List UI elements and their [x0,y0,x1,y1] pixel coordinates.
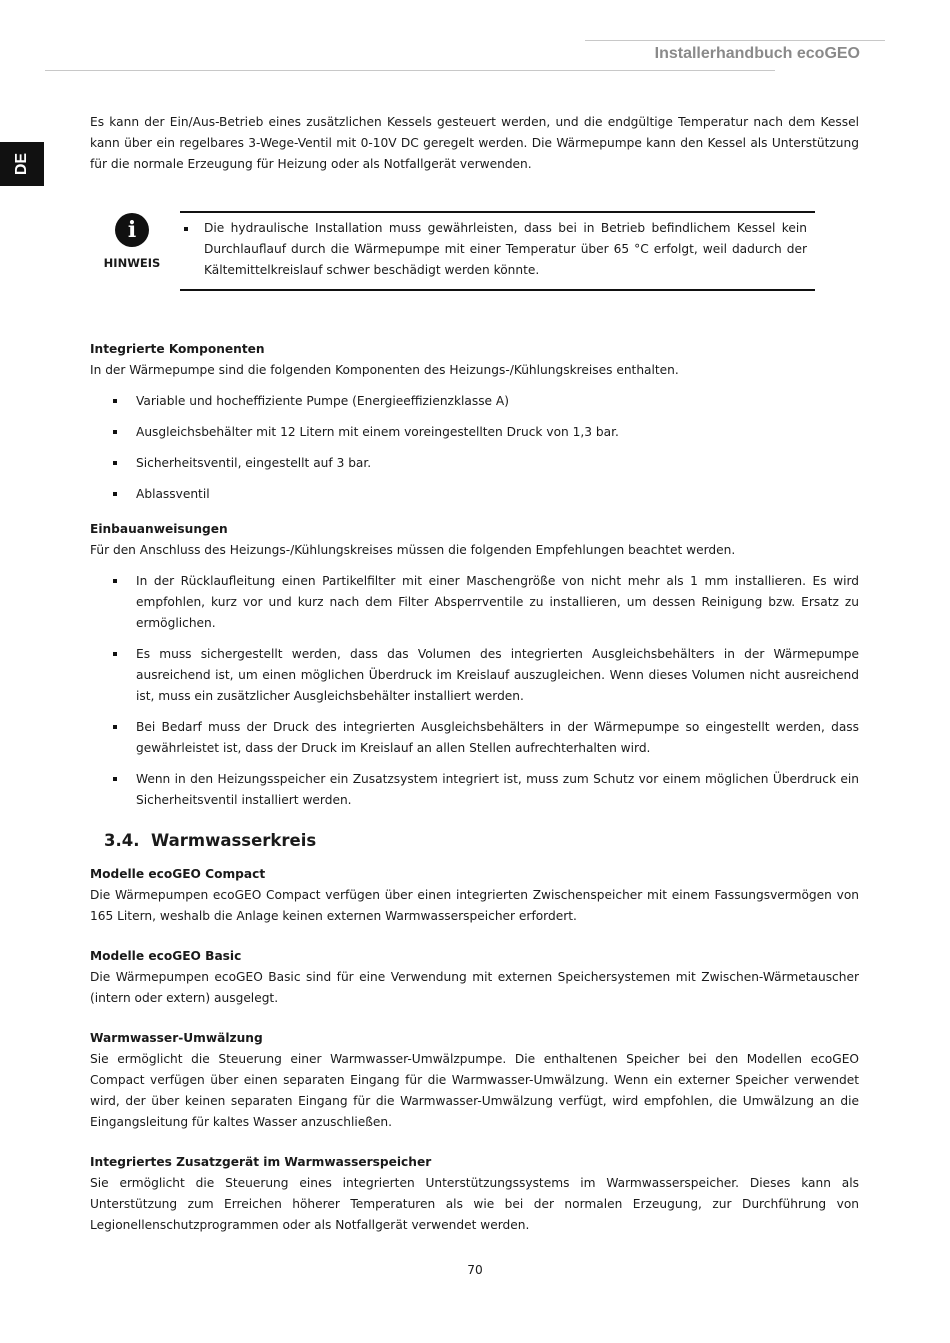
list-item: Wenn in den Heizungsspeicher ein Zusatzsystem integriert ist, muss zum Schutz vor einem möglichen Überdruck ein Sicherheitsventil installiert werden. [90,769,859,811]
circulation-heading: Warmwasser-Umwälzung [90,1031,263,1045]
page-number: 70 [467,1263,483,1277]
integrated-components-heading: Integrierte Komponenten [90,342,265,356]
page-header-title: Installerhandbuch ecoGEO [654,45,860,62]
notice-label: HINWEIS [103,256,161,270]
basic-heading: Modelle ecoGEO Basic [90,949,242,963]
list-item: Ablassventil [90,484,859,505]
section-number: 3.4. [104,831,140,850]
compact-heading: Modelle ecoGEO Compact [90,867,266,881]
installation-text: Für den Anschluss des Heizungs-/Kühlungskreises müssen die folgenden Empfehlungen beachtet werden. [90,543,736,557]
language-tab [0,142,44,186]
integrated-components-text: In der Wärmepumpe sind die folgenden Komponenten des Heizungs-/Kühlungskreises enthalten. [90,363,679,377]
list-item: Ausgleichsbehälter mit 12 Litern mit einem voreingestellten Druck von 1,3 bar. [90,422,859,443]
auxiliary-heading: Integriertes Zusatzgerät im Warmwasserspeicher [90,1155,432,1169]
list-item: Bei Bedarf muss der Druck des integrierten Ausgleichsbehälters in der Wärmepumpe so eingestellt werden, dass gewährleistet ist, dass der Druck im Kreislauf an allen Stellen aufrechterhalten wird. [90,717,859,759]
header-rule-bottom [45,70,775,71]
page-content [90,112,859,1236]
list-item: Es muss sichergestellt werden, dass das Volumen des integrierten Ausgleichsbehälters in der Wärmepumpe ausreichend ist, um einen möglichen Überdruck im Kreislauf auszugleichen. Wenn dieses Volumen nicht ausreichend ist, muss ein zusätzlicher Ausgleichsbehälter installiert werden. [90,644,859,707]
notice-box [180,211,815,291]
list-item: Variable und hocheffiziente Pumpe (Energieeffizienzklasse A) [90,391,859,412]
list-item: In der Rücklaufleitung einen Partikelfilter mit einer Maschengröße von nicht mehr als 1 mm installieren. Es wird empfohlen, kurz vor und kurz nach dem Filter Absperrventile zu installieren, um dessen Reinigung bzw. Ersatz zu ermöglichen. [90,571,859,634]
section-title: Warmwasserkreis [151,831,317,850]
header-rule-top [585,40,885,41]
installation-heading: Einbauanweisungen [90,522,228,536]
notice-text: Die hydraulische Installation muss gewährleisten, dass bei in Betrieb befindlichem Kessel kein Durchlauflauf durch die Wärmepumpe mit einer Temperatur über 65 °C erfolgt, weil dadurch der Kältemittelkreislauf schwer beschädigt werden könnte. [180,218,807,281]
info-icon: i [115,213,149,247]
basic-text: Die Wärmepumpen ecoGEO Basic sind für eine Verwendung mit externen Speichersystemen mit Zwischen-Wärmetauscher (intern oder extern) ausgelegt. [90,970,859,1005]
compact-text: Die Wärmepumpen ecoGEO Compact verfügen über einen integrierten Zwischenspeicher mit einem Fassungsvermögen von 165 Litern, weshalb die Anlage keinen externen Warmwasserspeicher erfordert. [90,888,859,923]
integrated-components-list [90,391,859,505]
list-item: Sicherheitsventil, eingestellt auf 3 bar. [90,453,859,474]
intro-paragraph: Es kann der Ein/Aus-Betrieb eines zusätzlichen Kessels gesteuert werden, und die endgültige Temperatur nach dem Kessel kann über ein regelbares 3-Wege-Ventil mit 0-10V DC geregelt werden. Die Wärmepumpe kann den Kessel als Unterstützung für die normale Erzeugung für Heizung oder als Notfallgerät verwenden. [90,115,859,171]
section-heading [104,831,859,850]
installation-list [90,571,859,811]
circulation-text: Sie ermöglicht die Steuerung einer Warmwasser-Umwälzpumpe. Die enthaltenen Speicher bei den Modellen ecoGEO Compact verfügen über einen separaten Eingang für die Warmwasser-Umwälzung. Wenn ein externer Speicher verwendet wird, der über keinen separaten Eingang für die Warmwasser-Umwälzung verfügt, wird empfohlen, die Umwälzung an die Eingangsleitung für kaltes Wasser anzuschließen. [90,1052,859,1129]
language-tab-label: DE [13,152,30,176]
notice-block [90,211,859,293]
auxiliary-text: Sie ermöglicht die Steuerung eines integrierten Unterstützungssystems im Warmwasserspeicher. Dieses kann als Unterstützung zum Erreichen höherer Temperaturen als wie bei der normalen Erzeugung, zur Durchführung von Legionellenschutzprogrammen oder als Notfallgerät verwendet werden. [90,1176,859,1232]
